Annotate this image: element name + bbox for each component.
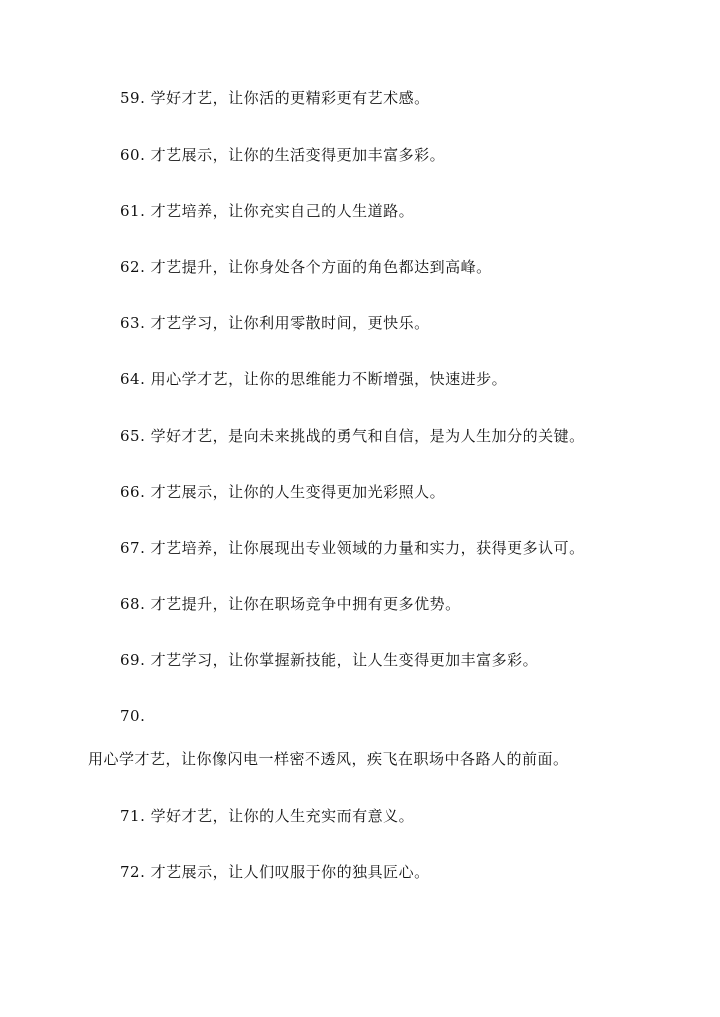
list-item-63: 63. 才艺学习，让你利用零散时间，更快乐。 xyxy=(120,314,430,332)
list-item-71: 71. 学好才艺，让你的人生充实而有意义。 xyxy=(120,807,415,825)
list-item-64: 64. 用心学才艺，让你的思维能力不断增强，快速进步。 xyxy=(120,370,508,388)
list-item-70-number: 70. xyxy=(120,707,146,725)
list-item-68: 68. 才艺提升，让你在职场竞争中拥有更多优势。 xyxy=(120,595,461,613)
list-item-72: 72. 才艺展示，让人们叹服于你的独具匠心。 xyxy=(120,863,430,881)
list-item-59: 59. 学好才艺，让你活的更精彩更有艺术感。 xyxy=(120,89,430,107)
list-item-65: 65. 学好才艺，是向未来挑战的勇气和自信，是为人生加分的关键。 xyxy=(120,427,585,445)
list-item-69: 69. 才艺学习，让你掌握新技能，让人生变得更加丰富多彩。 xyxy=(120,651,539,669)
list-item-60: 60. 才艺展示，让你的生活变得更加丰富多彩。 xyxy=(120,146,446,164)
list-item-67: 67. 才艺培养，让你展现出专业领域的力量和实力，获得更多认可。 xyxy=(120,539,585,557)
list-item-70-text: 用心学才艺，让你像闪电一样密不透风，疾飞在职场中各路人的前面。 xyxy=(88,750,569,768)
list-item-61: 61. 才艺培养，让你充实自己的人生道路。 xyxy=(120,202,415,220)
list-item-66: 66. 才艺展示，让你的人生变得更加光彩照人。 xyxy=(120,483,446,501)
list-item-62: 62. 才艺提升，让你身处各个方面的角色都达到高峰。 xyxy=(120,258,492,276)
